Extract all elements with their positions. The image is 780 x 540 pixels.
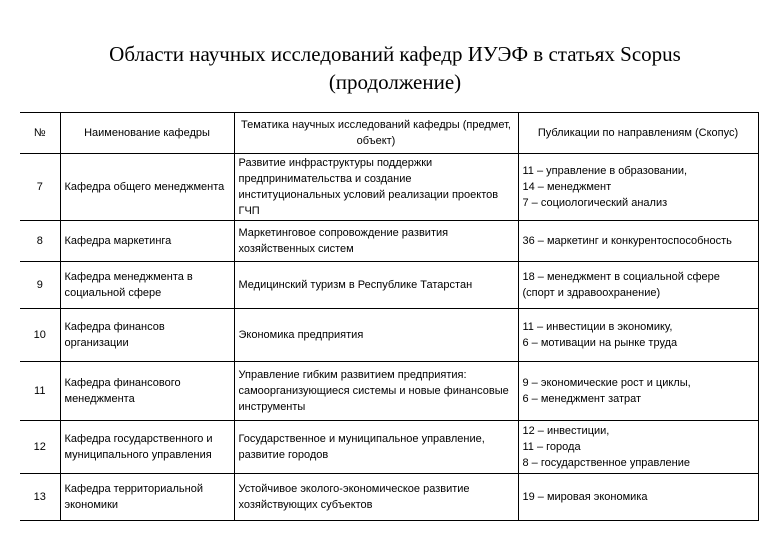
row-topic: Государственное и муниципальное управление, развитие городов: [234, 421, 518, 474]
row-department: Кафедра государственного и муниципального управления: [60, 421, 234, 474]
header-department: Наименование кафедры: [60, 113, 234, 154]
publication-line: 6 – мотивации на рынке труда: [522, 337, 678, 349]
row-num: 8: [20, 221, 60, 262]
row-num: 9: [20, 262, 60, 309]
row-topic: Экономика предприятия: [234, 309, 518, 362]
row-publications: [518, 221, 758, 262]
publication-line: 8 – государственное управление: [522, 457, 690, 469]
page-title: [30, 40, 760, 96]
row-department: Кафедра территориальной экономики: [60, 474, 234, 521]
row-department: Кафедра общего менеджмента: [60, 154, 234, 221]
table-row: [20, 154, 758, 221]
row-publications: [518, 421, 758, 474]
row-publications: [518, 362, 758, 421]
publication-line: 7 – социологический анализ: [522, 197, 668, 209]
row-num: 13: [20, 474, 60, 521]
publication-line: 11 – управление в образовании,: [522, 165, 688, 177]
row-topic: Развитие инфраструктуры поддержки предпринимательства и создание институциональных условий реализации проектов ГЧП: [234, 154, 518, 221]
table-row: [20, 309, 758, 362]
title-line-2: (продолжение): [328, 70, 462, 94]
row-topic: Устойчивое эколого-экономическое развитие хозяйствующих субъектов: [234, 474, 518, 521]
publication-line: 11 – города: [522, 441, 581, 453]
row-topic: Управление гибким развитием предприятия: самоорганизующиеся системы и новые финансовые инструменты: [234, 362, 518, 421]
table-row: [20, 262, 758, 309]
row-publications: [518, 474, 758, 521]
row-topic: Маркетинговое сопровождение развития хозяйственных систем: [234, 221, 518, 262]
research-areas-table: [20, 112, 759, 521]
publication-line: 11 – инвестиции в экономику,: [522, 321, 673, 333]
row-num: 11: [20, 362, 60, 421]
row-publications: [518, 309, 758, 362]
row-topic: Медицинский туризм в Республике Татарстан: [234, 262, 518, 309]
row-department: Кафедра финансов организации: [60, 309, 234, 362]
table-row: [20, 474, 758, 521]
publication-line: 18 – менеджмент в социальной сфере (спорт и здравоохранение): [522, 271, 720, 299]
row-num: 7: [20, 154, 60, 221]
header-topic: Тематика научных исследований кафедры (предмет, объект): [234, 113, 518, 154]
table-row: [20, 362, 758, 421]
row-publications: [518, 154, 758, 221]
publication-line: 12 – инвестиции,: [522, 425, 610, 437]
row-department: Кафедра маркетинга: [60, 221, 234, 262]
table-row: [20, 221, 758, 262]
table-header-row: [20, 113, 758, 154]
publication-line: 36 – маркетинг и конкурентоспособность: [522, 235, 732, 247]
header-num: №: [20, 113, 60, 154]
header-publications: Публикации по направлениям (Скопус): [518, 113, 758, 154]
title-line-1: Области научных исследований кафедр ИУЭФ в статьях Scopus: [109, 42, 681, 66]
publication-line: 6 – менеджмент затрат: [522, 393, 642, 405]
row-publications: [518, 262, 758, 309]
publication-line: 19 – мировая экономика: [522, 491, 648, 503]
row-department: Кафедра финансового менеджмента: [60, 362, 234, 421]
publication-line: 9 – экономические рост и циклы,: [522, 377, 691, 389]
table-row: [20, 421, 758, 474]
row-num: 10: [20, 309, 60, 362]
publication-line: 14 – менеджмент: [522, 181, 612, 193]
row-department: Кафедра менеджмента в социальной сфере: [60, 262, 234, 309]
row-num: 12: [20, 421, 60, 474]
